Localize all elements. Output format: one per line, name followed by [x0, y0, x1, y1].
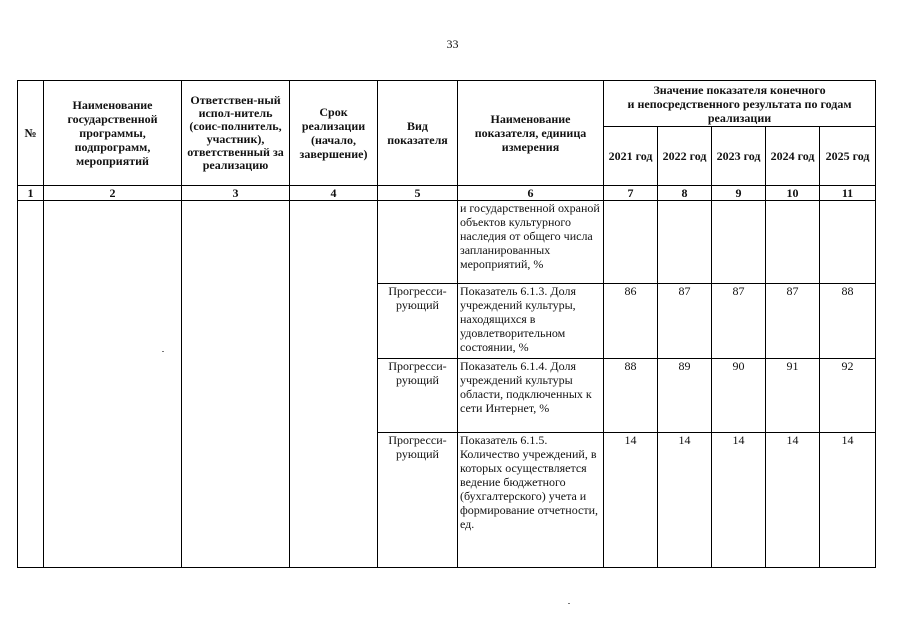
column-number: 4: [290, 186, 378, 201]
scan-speck: [568, 603, 570, 604]
cell-no: [18, 201, 44, 568]
cell-value: [658, 201, 712, 284]
cell-value: 92: [820, 359, 876, 433]
indicators-table: [17, 80, 876, 568]
cell-value: 87: [766, 284, 820, 359]
cell-value: 86: [604, 284, 658, 359]
page-number: 33: [446, 37, 459, 51]
cell-value: [766, 201, 820, 284]
cell-value: [712, 201, 766, 284]
header-col-term: Срок реализации (начало, завершение): [290, 81, 378, 186]
column-number: 5: [378, 186, 458, 201]
group-title-line-3: реализации: [707, 110, 772, 125]
column-number: 9: [712, 186, 766, 201]
cell-responsible: [182, 201, 290, 568]
scan-speck: [162, 351, 164, 352]
cell-indicator: Показатель 6.1.3. Доля учреждений культуры, находящихся в удовлетворительном состоянии, %: [458, 284, 604, 359]
cell-indicator: Показатель 6.1.4. Доля учреждений культуры области, подключенных к сети Интернет, %: [458, 359, 604, 433]
cell-program: [44, 201, 182, 568]
cell-term: [290, 201, 378, 568]
cell-kind: Прогресси-рующий: [378, 359, 458, 433]
cell-value: 88: [604, 359, 658, 433]
header-year-2025: 2025 год: [820, 127, 876, 186]
table-row: [18, 201, 876, 284]
column-number: 10: [766, 186, 820, 201]
header-year-2022: 2022 год: [658, 127, 712, 186]
cell-kind: Прогресси-рующий: [378, 284, 458, 359]
cell-value: 14: [820, 433, 876, 568]
column-number: 6: [458, 186, 604, 201]
header-col-kind: Вид показателя: [378, 81, 458, 186]
cell-kind: Прогресси-рующий: [378, 433, 458, 568]
group-title-line-2: и непосредственного результата по годам: [627, 96, 852, 111]
cell-value: 87: [712, 284, 766, 359]
cell-value: [820, 201, 876, 284]
cell-value: 14: [604, 433, 658, 568]
cell-value: 14: [658, 433, 712, 568]
group-title-line-1: Значение показателя конечного: [653, 82, 826, 97]
column-number: 2: [44, 186, 182, 201]
header-col-program: Наименование государственной программы, подпрограмм, мероприятий: [44, 81, 182, 186]
column-number-row: [18, 186, 876, 201]
cell-value: 91: [766, 359, 820, 433]
cell-indicator: Показатель 6.1.5. Количество учреждений, в которых осуществляется ведение бюджетного (бухгалтерского) учета и формирование отчетности, ед.: [458, 433, 604, 568]
cell-value: 89: [658, 359, 712, 433]
header-col-no: №: [18, 81, 44, 186]
column-number: 8: [658, 186, 712, 201]
cell-value: 90: [712, 359, 766, 433]
cell-value: 14: [766, 433, 820, 568]
cell-indicator: и государственной охраной объектов культурного наследия от общего числа запланированных мероприятий, %: [458, 201, 604, 284]
column-number: 7: [604, 186, 658, 201]
column-number: 3: [182, 186, 290, 201]
cell-kind: [378, 201, 458, 284]
column-number: 1: [18, 186, 44, 201]
header-group-values: [604, 81, 876, 127]
cell-value: [604, 201, 658, 284]
cell-value: 14: [712, 433, 766, 568]
header-year-2021: 2021 год: [604, 127, 658, 186]
cell-value: 87: [658, 284, 712, 359]
header-col-indicator: Наименование показателя, единица измерения: [458, 81, 604, 186]
header-col-responsible: Ответствен-ный испол-нитель (соис-полнитель, участник), ответственный за реализацию: [182, 81, 290, 186]
header-year-2024: 2024 год: [766, 127, 820, 186]
header-year-2023: 2023 год: [712, 127, 766, 186]
cell-value: 88: [820, 284, 876, 359]
column-number: 11: [820, 186, 876, 201]
